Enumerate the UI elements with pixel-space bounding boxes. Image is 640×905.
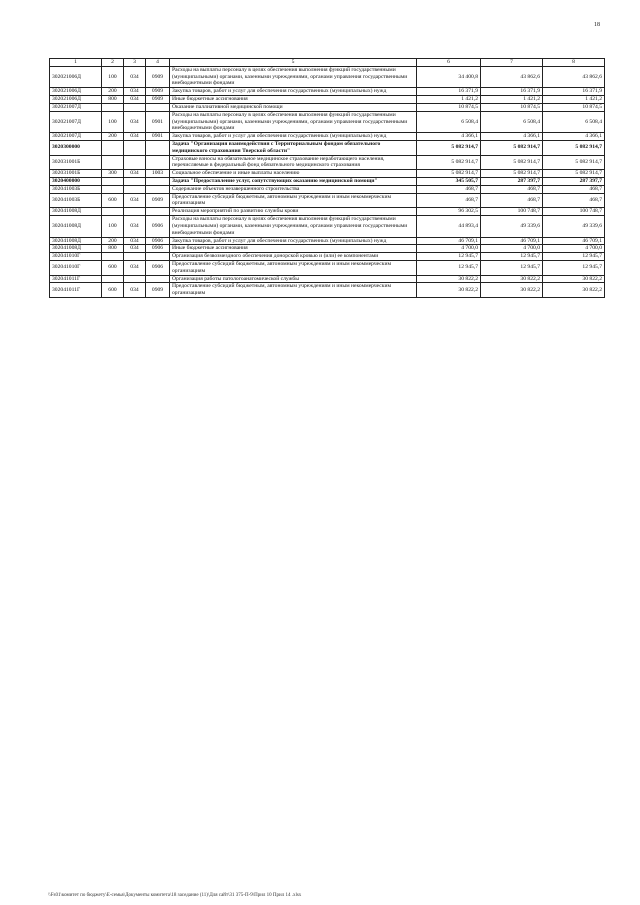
cell-code: 3020400000	[50, 178, 102, 186]
column-header: 6	[417, 59, 481, 67]
cell-ministry: 034	[124, 193, 146, 208]
cell-value-1: 12 945,7	[417, 253, 481, 261]
table-row	[50, 103, 605, 111]
cell-section: 800	[102, 96, 124, 104]
table-row	[50, 275, 605, 283]
cell-section: 100	[102, 216, 124, 237]
cell-ministry	[124, 178, 146, 186]
cell-value-3: 4 700,0	[543, 245, 605, 253]
cell-code: 302021006Д	[50, 66, 102, 87]
cell-subsection: 0909	[146, 283, 170, 298]
cell-code: 302041003Б	[50, 193, 102, 208]
table-row	[50, 178, 605, 186]
cell-value-1: 12 945,7	[417, 260, 481, 275]
cell-ministry: 034	[124, 96, 146, 104]
cell-subsection	[146, 155, 170, 170]
cell-subsection: 0906	[146, 237, 170, 245]
cell-value-1: 5 082 914,7	[417, 155, 481, 170]
cell-section: 200	[102, 237, 124, 245]
cell-code: 302021006Д	[50, 96, 102, 104]
cell-name: Реализация мероприятий по развитию службы крови	[170, 208, 417, 216]
cell-ministry: 034	[124, 88, 146, 96]
cell-ministry: 034	[124, 237, 146, 245]
cell-section	[102, 253, 124, 261]
cell-subsection	[146, 275, 170, 283]
header-row	[50, 59, 605, 67]
table-row	[50, 170, 605, 178]
cell-code: 302041011Г	[50, 275, 102, 283]
table-row	[50, 260, 605, 275]
cell-section: 100	[102, 66, 124, 87]
table-row	[50, 96, 605, 104]
table-row	[50, 208, 605, 216]
cell-ministry	[124, 140, 146, 155]
cell-code: 302031001Б	[50, 155, 102, 170]
cell-value-2: 43 862,6	[481, 66, 543, 87]
cell-value-1: 30 822,2	[417, 275, 481, 283]
cell-subsection	[146, 103, 170, 111]
cell-code: 302041011Г	[50, 283, 102, 298]
cell-value-1: 6 508,4	[417, 111, 481, 132]
column-header: 8	[543, 59, 605, 67]
cell-subsection: 0906	[146, 216, 170, 237]
cell-value-1: 468,7	[417, 185, 481, 193]
cell-section: 800	[102, 245, 124, 253]
cell-value-2: 5 082 914,7	[481, 140, 543, 155]
cell-value-3: 468,7	[543, 193, 605, 208]
cell-value-1: 30 822,2	[417, 283, 481, 298]
cell-section	[102, 275, 124, 283]
cell-ministry	[124, 185, 146, 193]
cell-code: 3020300000	[50, 140, 102, 155]
cell-section: 600	[102, 260, 124, 275]
cell-value-3: 43 862,6	[543, 66, 605, 87]
cell-value-3: 30 822,2	[543, 283, 605, 298]
cell-name: Расходы на выплаты персоналу в целях обеспечения выполнения функций государственными (муниципальными) органами, казенными учреждениями, органами управления государственными внебюджетными фондами	[170, 216, 417, 237]
cell-name: Задача "Организация взаимодействия с Территориальным фондом обязательного медицинского страхования Тверской области"	[170, 140, 417, 155]
cell-subsection	[146, 185, 170, 193]
cell-code: 302021007Д	[50, 133, 102, 141]
cell-value-2: 4 700,0	[481, 245, 543, 253]
cell-name: Иные бюджетные ассигнования	[170, 245, 417, 253]
cell-section: 200	[102, 133, 124, 141]
cell-code: 302041003Б	[50, 185, 102, 193]
cell-name: Предоставление субсидий бюджетным, автономным учреждениям и иным некоммерческим организациям	[170, 283, 417, 298]
cell-code: 302021006Д	[50, 88, 102, 96]
table-row	[50, 283, 605, 298]
cell-subsection: 1003	[146, 170, 170, 178]
cell-section: 300	[102, 170, 124, 178]
cell-ministry: 034	[124, 260, 146, 275]
cell-subsection	[146, 178, 170, 186]
cell-value-2: 30 822,2	[481, 275, 543, 283]
cell-subsection: 0901	[146, 133, 170, 141]
cell-subsection: 0909	[146, 88, 170, 96]
cell-section: 600	[102, 193, 124, 208]
column-header: 4	[146, 59, 170, 67]
cell-value-2: 5 082 914,7	[481, 155, 543, 170]
cell-section	[102, 103, 124, 111]
cell-ministry: 034	[124, 111, 146, 132]
cell-section	[102, 178, 124, 186]
cell-value-1: 1 421,2	[417, 96, 481, 104]
cell-ministry: 034	[124, 283, 146, 298]
cell-code: 302041008Д	[50, 208, 102, 216]
table-row	[50, 155, 605, 170]
cell-value-3: 10 874,5	[543, 103, 605, 111]
cell-value-2: 10 874,5	[481, 103, 543, 111]
table-row	[50, 237, 605, 245]
cell-ministry: 034	[124, 133, 146, 141]
cell-code: 302021007Д	[50, 103, 102, 111]
cell-value-3: 49 339,6	[543, 216, 605, 237]
cell-ministry	[124, 103, 146, 111]
cell-name: Организация безвозмездного обеспечения донорской кровью и (или) ее компонентами	[170, 253, 417, 261]
cell-value-1: 468,7	[417, 193, 481, 208]
file-path-footer: \\Fs01\комитет по бюджету\Е-семья\Документы комитета\18 заседание (11)\Для сайт\31 375-П-9\Прил 10 Прил 14 .xlsx	[48, 893, 302, 898]
table-row	[50, 253, 605, 261]
cell-value-2: 49 339,6	[481, 216, 543, 237]
cell-subsection: 0906	[146, 245, 170, 253]
table-row	[50, 216, 605, 237]
cell-value-2: 4 366,1	[481, 133, 543, 141]
cell-code: 302041010Г	[50, 260, 102, 275]
cell-name: Предоставление субсидий бюджетным, автономным учреждениям и иным некоммерческим организациям	[170, 193, 417, 208]
column-header: 5	[170, 59, 417, 67]
cell-ministry: 034	[124, 216, 146, 237]
table-row	[50, 185, 605, 193]
cell-subsection: 0909	[146, 66, 170, 87]
cell-section	[102, 208, 124, 216]
cell-value-2: 287 397,7	[481, 178, 543, 186]
cell-value-1: 4 366,1	[417, 133, 481, 141]
cell-subsection	[146, 208, 170, 216]
cell-subsection	[146, 253, 170, 261]
cell-value-2: 5 082 914,7	[481, 170, 543, 178]
cell-ministry	[124, 275, 146, 283]
cell-value-3: 6 508,4	[543, 111, 605, 132]
cell-value-3: 12 945,7	[543, 260, 605, 275]
cell-value-2: 1 421,2	[481, 96, 543, 104]
cell-subsection: 0909	[146, 193, 170, 208]
cell-name: Закупка товаров, работ и услуг для обеспечения государственных (муниципальных) нужд	[170, 88, 417, 96]
cell-value-3: 46 709,1	[543, 237, 605, 245]
cell-value-1: 34 400,8	[417, 66, 481, 87]
cell-value-1: 10 874,5	[417, 103, 481, 111]
cell-value-2: 6 508,4	[481, 111, 543, 132]
cell-code: 302041008Д	[50, 216, 102, 237]
cell-value-2: 30 822,2	[481, 283, 543, 298]
cell-section: 600	[102, 283, 124, 298]
cell-subsection: 0906	[146, 260, 170, 275]
cell-name: Содержание объектов незавершенного строительства	[170, 185, 417, 193]
table-row	[50, 245, 605, 253]
cell-value-3: 12 945,7	[543, 253, 605, 261]
cell-value-1: 4 700,0	[417, 245, 481, 253]
cell-value-3: 16 371,9	[543, 88, 605, 96]
cell-value-2: 468,7	[481, 193, 543, 208]
cell-value-3: 4 366,1	[543, 133, 605, 141]
column-header: 2	[102, 59, 124, 67]
table-row	[50, 111, 605, 132]
cell-ministry: 034	[124, 245, 146, 253]
cell-section: 100	[102, 111, 124, 132]
cell-ministry	[124, 208, 146, 216]
cell-name: Иные бюджетные ассигнования	[170, 96, 417, 104]
table-row	[50, 88, 605, 96]
cell-value-1: 5 082 914,7	[417, 140, 481, 155]
table-row	[50, 140, 605, 155]
cell-value-2: 46 709,1	[481, 237, 543, 245]
cell-ministry: 034	[124, 170, 146, 178]
cell-subsection: 0909	[146, 96, 170, 104]
column-header: 3	[124, 59, 146, 67]
cell-name: Расходы на выплаты персоналу в целях обеспечения выполнения функций государственными (муниципальными) органами, казенными учреждениями, органами управления государственными внебюджетными фондами	[170, 111, 417, 132]
cell-value-2: 12 945,7	[481, 260, 543, 275]
budget-table	[49, 58, 605, 298]
cell-value-1: 44 893,4	[417, 216, 481, 237]
cell-value-3: 287 397,7	[543, 178, 605, 186]
cell-subsection: 0901	[146, 111, 170, 132]
cell-value-3: 468,7	[543, 185, 605, 193]
cell-value-1: 345 505,7	[417, 178, 481, 186]
cell-value-3: 5 082 914,7	[543, 140, 605, 155]
cell-code: 302041008Д	[50, 245, 102, 253]
cell-code: 302021007Д	[50, 111, 102, 132]
cell-section	[102, 140, 124, 155]
cell-value-3: 1 421,2	[543, 96, 605, 104]
cell-value-3: 5 082 914,7	[543, 155, 605, 170]
cell-name: Социальное обеспечение и иные выплаты населению	[170, 170, 417, 178]
cell-value-2: 16 371,9	[481, 88, 543, 96]
cell-ministry	[124, 253, 146, 261]
cell-value-1: 96 302,5	[417, 208, 481, 216]
cell-section	[102, 185, 124, 193]
cell-name: Предоставление субсидий бюджетным, автономным учреждениям и иным некоммерческим организациям	[170, 260, 417, 275]
table-row	[50, 193, 605, 208]
cell-code: 302041010Г	[50, 253, 102, 261]
table-row	[50, 133, 605, 141]
page-number: 18	[594, 22, 600, 28]
cell-ministry	[124, 155, 146, 170]
cell-code: 302031001Б	[50, 170, 102, 178]
cell-code: 302041008Д	[50, 237, 102, 245]
cell-name: Расходы на выплаты персоналу в целях обеспечения выполнения функций государственными (муниципальными) органами, казенными учреждениями, органами управления государственными внебюджетными фондами	[170, 66, 417, 87]
cell-value-2: 100 748,7	[481, 208, 543, 216]
table-row	[50, 66, 605, 87]
cell-name: Оказание паллиативной медицинской помощи	[170, 103, 417, 111]
cell-name: Закупка товаров, работ и услуг для обеспечения государственных (муниципальных) нужд	[170, 237, 417, 245]
cell-name: Страховые взносы на обязательное медицинское страхование неработающего населения, перечисляемые в федеральный фонд обязательного медицинского страхования	[170, 155, 417, 170]
cell-name: Задача "Предоставление услуг, сопутствующих оказанию медицинской помощи"	[170, 178, 417, 186]
cell-value-1: 5 082 914,7	[417, 170, 481, 178]
column-header: 1	[50, 59, 102, 67]
cell-value-3: 30 822,2	[543, 275, 605, 283]
cell-subsection	[146, 140, 170, 155]
cell-ministry: 034	[124, 66, 146, 87]
cell-section: 200	[102, 88, 124, 96]
cell-value-2: 468,7	[481, 185, 543, 193]
cell-section	[102, 155, 124, 170]
cell-value-1: 16 371,9	[417, 88, 481, 96]
cell-name: Закупка товаров, работ и услуг для обеспечения государственных (муниципальных) нужд	[170, 133, 417, 141]
cell-value-2: 12 945,7	[481, 253, 543, 261]
cell-name: Организация работы патологоанатомической службы	[170, 275, 417, 283]
cell-value-3: 100 748,7	[543, 208, 605, 216]
cell-value-1: 46 709,1	[417, 237, 481, 245]
column-header: 7	[481, 59, 543, 67]
cell-value-3: 5 082 914,7	[543, 170, 605, 178]
